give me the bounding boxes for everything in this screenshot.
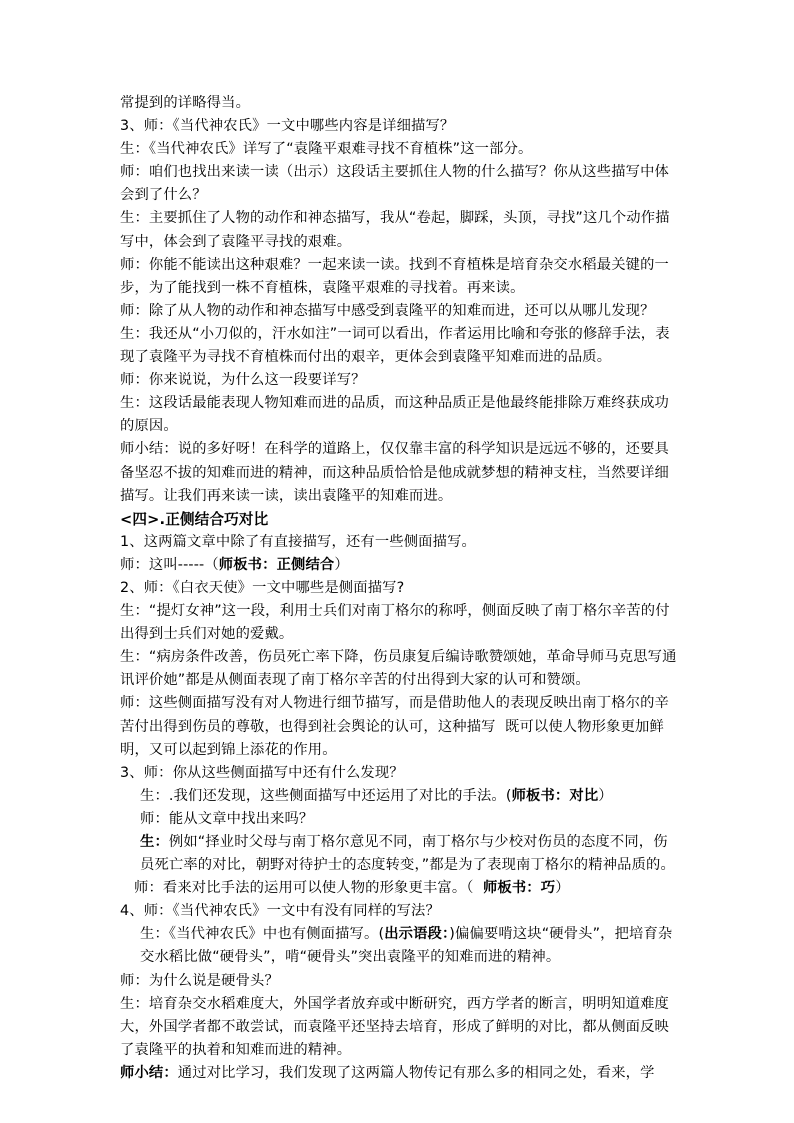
- paragraph: [120, 207, 680, 253]
- paragraph: [120, 600, 680, 646]
- bold-text: 师板书：对比: [511, 787, 599, 804]
- paragraph: [120, 808, 680, 831]
- text-run: 生：我还从“小刀似的，汗水如注”一词可以看出，作者运用比喻和夸张的修辞手法，表现了袁隆平为寻找不育植株而付出的艰辛，更体会到袁隆平知难而进的品质。: [120, 325, 670, 366]
- paragraph: [120, 993, 680, 1062]
- paragraph: [120, 900, 680, 923]
- paragraph: [120, 438, 680, 507]
- paragraph: [120, 577, 680, 600]
- text-run: 师：为什么说是硬骨头？: [120, 972, 279, 989]
- text-run: 2、师：《白衣天使》一文中哪些是侧面描写?: [120, 579, 405, 596]
- document-body: [120, 92, 680, 1085]
- paragraph: [120, 923, 680, 969]
- text-run: 师：这些侧面描写没有对人物进行细节描写，而是借助他人的表现反映出南丁格尔的辛苦付出得到伤员的尊敬，也得到社会舆论的认可，这种描写 既可以使人物形象更加鲜明，又可以起到锦上添花的作用。: [120, 695, 669, 758]
- text-run: ）: [555, 880, 570, 897]
- text-run: 师：你来说说，为什么这一段要详写？: [120, 372, 366, 389]
- text-run: 1、这两篇文章中除了有直接描写，还有一些侧面描写。: [120, 533, 476, 550]
- paragraph: [120, 369, 680, 392]
- paragraph: [120, 785, 680, 808]
- paragraph: [120, 831, 680, 877]
- text-run: 生：《当代神农氏》详写了“袁隆平艰难寻找不育植株”这一部分。: [120, 141, 533, 158]
- paragraph: [120, 646, 680, 692]
- section-heading: [120, 508, 680, 531]
- paragraph: [120, 392, 680, 438]
- paragraph: [120, 1062, 680, 1085]
- text-run: 生：培育杂交水稻难度大，外国学者放弃或中断研究，西方学者的断言，明明知道难度大，外国学者都不敢尝试，而袁隆平还坚持去培育，形成了鲜明的对比，都从侧面反映了袁隆平的执着和知难而进的精神。: [120, 995, 669, 1058]
- text-run: 生：这段话最能表现人物知难而进的品质，而这种品质正是他最终能排除万难终获成功的原因。: [120, 395, 669, 435]
- bold-text: 出示语段：: [384, 926, 450, 943]
- paragraph: [120, 554, 680, 577]
- paragraph: [120, 531, 680, 554]
- paragraph: [120, 115, 680, 138]
- paragraph: [120, 254, 680, 300]
- paragraph: [120, 970, 680, 993]
- paragraph: [120, 300, 680, 323]
- text-run: 师：看来对比手法的运用可以使人物的形象更丰富。（: [134, 880, 483, 897]
- bold-text: <四>.正侧结合巧对比: [120, 510, 269, 528]
- text-run: 生：主要抓住了人物的动作和神态描写，我从“卷起，脚踩，头顶，寻找”这几个动作描写中，体会到了袁隆平寻找的艰难。: [120, 210, 670, 250]
- text-run: 师：这叫-----（: [120, 556, 219, 573]
- text-run: 3、师：《当代神农氏》一文中哪些内容是详细描写？: [120, 118, 455, 135]
- text-run: ）: [334, 556, 349, 573]
- text-run: 例如“择业时父母与南丁格尔意见不同，南丁格尔与少校对伤员的态度不同，伤员死亡率的对比，朝野对待护士的态度转变，”都是为了表现南丁格尔的精神品质的。: [140, 834, 675, 874]
- paragraph: [120, 323, 680, 369]
- paragraph: [120, 877, 680, 900]
- paragraph: [120, 762, 680, 785]
- text-run: 3、师：你从这些侧面描写中还有什么发现？: [120, 764, 404, 781]
- paragraph: [120, 161, 680, 207]
- text-run: 师小结：说的多好呀！在科学的道路上，仅仅靠丰富的科学知识是远远不够的，还要具备坚忍不拔的知难而进的精神，而这种品质恰恰是他成就梦想的精神支柱，当然要详细描写。让我们再来读一读，读出袁隆平的知难而进。: [120, 441, 669, 504]
- text-run: 师：除了从人物的动作和神态描写中感受到袁隆平的知难而进，还可以从哪儿发现？: [120, 302, 655, 319]
- text-run: 4、师：《当代神农氏》一文中有没有同样的写法？: [120, 903, 440, 920]
- text-run: 常提到的详略得当。: [120, 95, 251, 111]
- text-run: ）: [598, 787, 613, 804]
- text-run: 师：咱们也找出来读一读（出示）这段话主要抓住人物的什么描写？你从这些描写中体会到了什么？: [120, 164, 669, 204]
- paragraph: [120, 692, 680, 761]
- bold-text: 师板书：正侧结合: [218, 556, 335, 573]
- paragraph: [120, 138, 680, 161]
- bold-text: 师小结：: [120, 1064, 178, 1081]
- bold-text: 生：: [140, 834, 169, 850]
- paragraph: [120, 92, 680, 115]
- text-run: 生：“提灯女神”这一段，利用士兵们对南丁格尔的称呼，侧面反映了南丁格尔辛苦的付出得到士兵们对她的爱戴。: [120, 603, 670, 643]
- bold-text: 师板书：巧: [482, 880, 556, 897]
- text-run: 师：你能不能读出这种艰难？一起来读一读。找到不育植株是培育杂交水稻最关键的一步，为了能找到一株不育植株，袁隆平艰难的寻找着。再来读。: [120, 256, 669, 296]
- text-run: 生：.我们还发现，这些侧面描写中还运用了对比的手法。(: [140, 787, 512, 804]
- text-run: 生：《当代神农氏》中也有侧面描写。(: [140, 926, 385, 943]
- text-run: 生：“病房条件改善，伤员死亡率下降，伤员康复后编诗歌赞颂她，革命导师马克思写通讯评价她”都是从侧面表现了南丁格尔辛苦的付出得到大家的认可和赞颂。: [120, 649, 677, 689]
- text-run: 师：能从文章中找出来吗？: [140, 810, 314, 827]
- text-run: )偏偏要啃这块“硬骨头”，把培育杂交水稻比做“硬骨头”，啃“硬骨头”突出袁隆平的知难而进的精神。: [140, 926, 673, 966]
- text-run: 通过对比学习，我们发现了这两篇人物传记有那么多的相同之处，看来，学: [177, 1064, 655, 1081]
